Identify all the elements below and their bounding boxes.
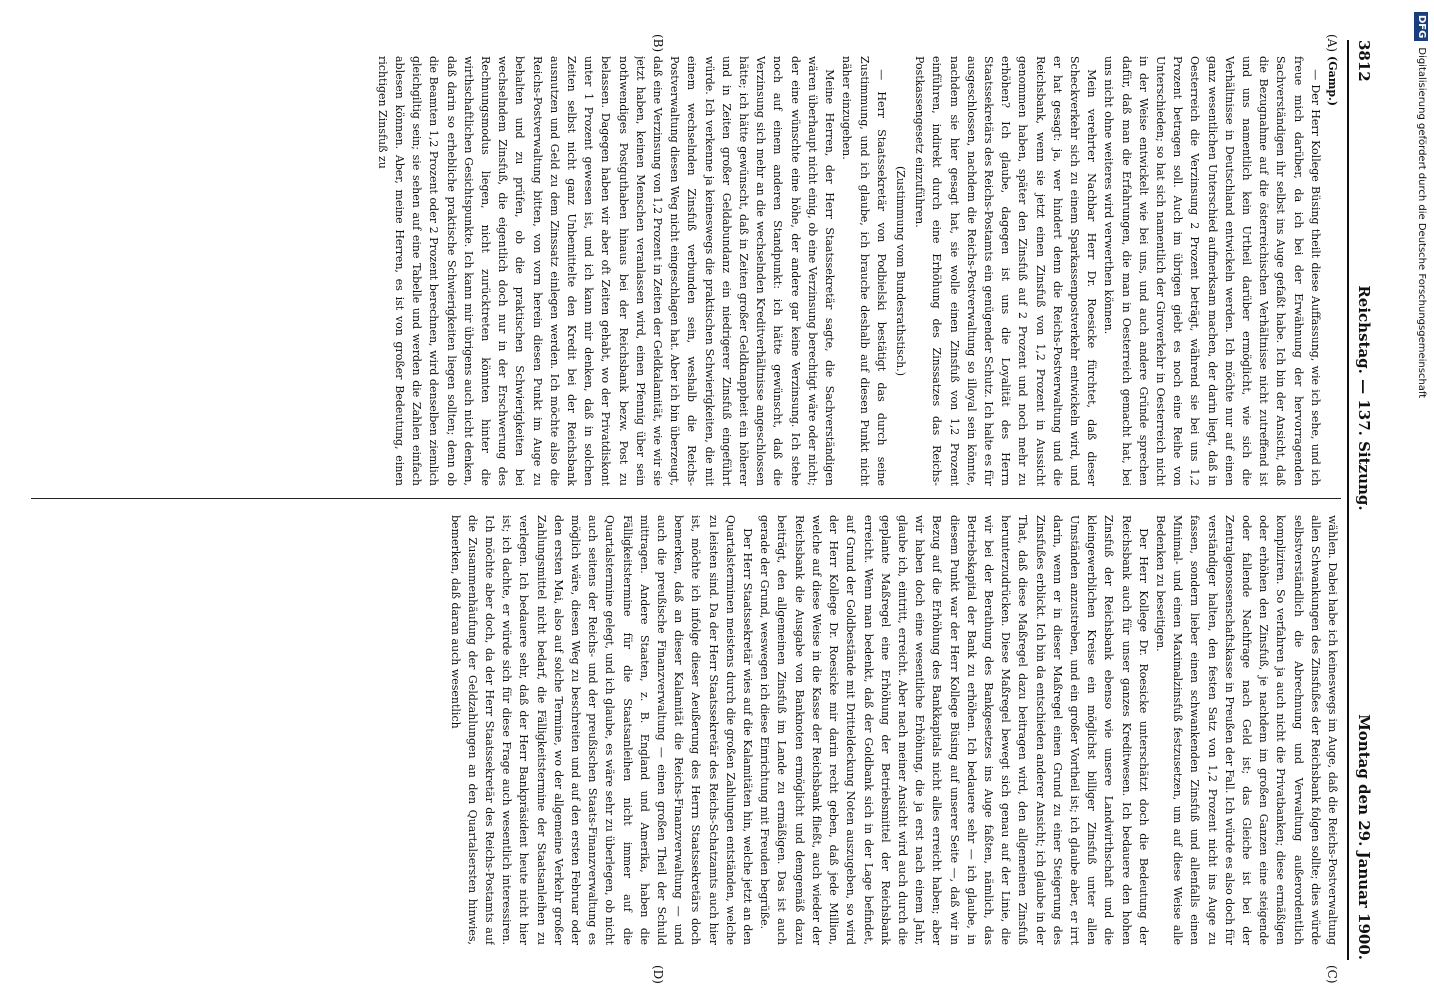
margin-letter-d: (D) (651, 965, 665, 984)
paragraph: Mein verehrter Nachbar Herr Dr. Roesicke fürchtet, daß dieser Scheckverkehr sich zu einem Sparkassenpostverkehr entwickeln wird, und er hat gesagt: ja, wer hindert denn die Reichs-Postverwaltung und die Reichsbank, wenn sie jetzt einen Zinsfuß von 1,2 Prozent in Aussicht genommen haben, später den Zinsfuß auf 2 Prozent und noch mehr zu erhöhen? Ich glaube, dagegen ist uns die Loyalität des Herrn Staatssekretärs des Reichs-Postamts ein genügender Schutz. Ich halte es für ausgeschlossen, nachdem die Reichs-Postverwaltung so illoyal sein könnte, nachdem sie hier gesagt hat, sie wolle einen Zinsfuß von 1,2 Prozent einführen, indirekt durch eine Erhöhung des Zinssatzes das Reichs-Postkassengesetz einzuführen. (913, 56, 1099, 486)
paragraph: Der Herr Staatssekretär wies auf die Kalamitäten hin, welche jetzt an den Quartalsterminen meistens durch die großen Zahlungen entständen, welche zu leisten sind. Da der Herr Staatssekretär des Reichs-Schatzamts auch hier ist, möchte ich infolge dieser Aeußerung des Herrn Staatssekretärs doch bemerken, daß an dieser Kalamität die Reichs-Finanzverwaltung — und auch die preußische Finanzverwaltung — einen großen Theil der Schuld mittragen. Andere Staaten, z. B. England und Amerika, haben die Fälligkeitstermine für die Staatsanleihen nicht immer auf die Quartalstermine gelegt, und ich glaube, es wäre sehr zu überlegen, ob nicht auch seitens der Reichs- und der preußischen Staats-Finanzverwaltung es möglich wäre, diesen Weg zu beschreiten und auf den ersten Februar oder den ersten Mai, also auf solche Termine, wo der allgemeine Verkehr großer Zahlungsmittel nicht bedarf, die Fälligkeitstermine der Staatsanleihen zu verlegen. Ich bedauere sehr, daß der Herr Bankpräsident heute nicht hier ist; ich dachte, er würde sich für diese Frage auch wesentlich interessiren. Ich möchte aber doch, da der Herr Staatssekretär des Reichs-Postamts auf die Zusammenhäufung der Geldzahlungen an den Quartalsersten hinwies, bemerken, daß daran auch wesentlich (448, 515, 755, 945)
session-title: Reichstag. — 137. Sitzung. (1355, 285, 1373, 511)
speaker-tag: (Gamp.) (1326, 56, 1339, 107)
paragraph: — Der Herr Kollege Büsing theilt diese Auffassung, wie ich sehe, und ich freue mich darüber, da ich bei der Erwähnung der hervorragenden Sachverständigen ihr selbst ins Auge gefaßt habe. Ich bin der Ansicht, daß die Bezugnahme auf die österreichischen Verhältnisse nicht zutreffend ist und uns namentlich kein Urtheil darüber ermöglicht, wie sich die Verhältnisse in Deutschland entwickeln werden. Ich möchte nur auf einen ganz wesentlichen Unterschied aufmerksam machen, der darin liegt, daß in Oesterreich die Verzinsung 2 Prozent beträgt, während sie bei uns 1,2 Prozent betragen soll. Auch im übrigen giebt es noch eine Reihe von Unterschieden; so hat sich namentlich der Giroverkehr in Oesterreich nicht in der Weise entwickelt wie bei uns, und auch andere Gründe sprechen dafür, daß man die Erfahrungen, die man in Oesterreich gemacht hat, bei uns nicht ohne weiteres wird verwerthen können. (1102, 56, 1322, 486)
paragraph: — Herr Staatssekretär von Podbielski bestätigt das durch seine Zustimmung, und ich glaube, ich brauche deshalb auf diesen Punkt nicht näher einzugehen. (840, 56, 888, 486)
margin-letter-a: (A) (1325, 34, 1339, 53)
margin-letter-b: (B) (651, 34, 665, 53)
paragraph: Meine Herren, der Herr Staatssekretär sagte, die Sachverständigen wären überhaupt nicht einig, ob eine Verzinsung berechtigt wäre oder nicht; der eine wünschte eine höhe, der andere gar keine Verzinsung. Ich stehe noch auf einem anderen Standpunkt: ich hätte gewünscht, daß die Verzinsung sich mehr an die wechselnden Kreditverhältnisse angeschlossen hätte; ich hätte gewünscht, daß in Zeiten großer Geldknappheit ein höherer und in Zeiten großer Geldabundanz ein niedrigerer Zinsfuß eingeführt würde. Ich verkenne ja keineswegs die praktischen Schwierigkeiten, die mit einem wechselnden Zinsfuß verbunden sein, weshalb die Reichs-Postverwaltung diesen Weg nicht eingeschlagen hat. Aber ich bin überzeugt, daß eine Verzinsung von 1,2 Prozent in Zeiten der Geldkalamität, wie wir sie jetzt haben, keinen Menschen veranlassen wird, einen Pfennig über sein nothwendiges Postguthaben hinaus bei der Reichsbank bezw. Post zu belassen. Dagegen haben wir aber oft Zeiten gehabt, wo der Privatdiskont unter 1 Prozent gewesen ist, und ich kann mir denken, daß in solchen Zeiten selbst nicht ganz Unbemittelte den Kredit bei der Reichsbank ausnutzen und Geld zu dem Zinssatz einlegen werden. Ich möchte also die Reichs-Postverwaltung bitten, von vorn herein diesen Punkt im Auge zu behalten und zu prüfen, ob die praktischen Schwierigkeiten bei wechselndem Zinsfuß, die eigentlich doch nur in der Erschwerung des Rechnungsmodus liegen, nicht zurücktreten könnten hinter die wirthschaftlichen Gesichtspunkte. Ich kann mir übrigens auch nicht denken, daß darin so erhebliche praktische Schwierigkeiten liegen sollten; denn ob die Beamten 1,2 Prozent oder 2 Prozent berechnen, wird denselben ziemlich gleichgiltig sein; sie sehen auf eine Tabelle und werden die Zahlen einfach ablesen können. Aber, meine Herren, es ist von großer Bedeutung, einen richtigen Zinsfuß zu (375, 56, 837, 486)
header-rule (1347, 40, 1349, 960)
dfg-logo: DFG (1414, 12, 1428, 41)
session-date: Montag den 29. Januar 1900. (1355, 714, 1373, 960)
page-header (1351, 40, 1377, 960)
interjection-note: (Zustimmung vom Bundesrathstisch.) (893, 166, 907, 376)
margin-letter-c: (C) (1325, 965, 1339, 984)
left-column (21, 56, 1341, 486)
paragraph: wählen. Dabei habe ich keineswegs im Auge, daß die Reichs-Postverwaltung allen Schwankungen des Zinsfußes der Reichsbank folgen sollte; dies würde selbstverständlich die Abrechnung und Verwaltung außerordentlich kompliziren. So verfahren ja auch nicht die Privatbanken; diese ermäßigen oder erhöhen den Zinsfuß, je nachdem im großen Ganzen eine steigende oder fallende Nachfrage nach Geld ist; das Gleiche ist bei der Zentralgenossenschaftskasse in Preußen der Fall. Ich würde es also doch für verständiger halten, den festen Satz von 1,2 Prozent nicht ins Auge zu fassen, sondern lieber einen schwankenden Zinsfuß und allenfalls einen Minimal- und einen Maximalzinsfuß festzusetzen, um auf diese Weise alle Bedenken zu beseitigen. (1153, 515, 1339, 945)
column-divider (31, 498, 1341, 499)
rotated-page (0, 20, 1385, 984)
digitization-credit (1411, 12, 1431, 992)
paragraph: Der Herr Kollege Dr. Roesicke unterschätzt doch die Bedeutung der Reichsbank auch für unser ganzes Kreditwesen. Ich bedauere den hohen Zinsfuß der Reichsbank ebenso wie unsere Landwirthschaft und die kleingewerblichen Kreise ein möglichst billiger Zinsfuß unter allen Umständen anzustreben, und ein großer Vortheil ist; ich glaube aber, er irrt darin, wenn er in dieser Maßregel einen Grund zu einer Steigerung des Zinsfußes erblickt. Ich bin da entschieden anderer Ansicht; ich glaube in der That, daß diese Maßregel dazu beitragen wird, den allgemeinen Zinsfuß herunterzudrücken. Diese Maßregel bewegt sich genau auf der Linie, die wir bei der Berathung des Bankgesetzes ins Auge faßten, nämlich, das Betriebskapital der Bank zu erhöhen. Ich bedauere sehr — ich glaube, in diesem Punkt war der Herr Kollege Büsing auf unserer Seite —, daß wir in Bezug auf die Erhöhung des Bankkapitals nicht alles erreicht haben; aber wir haben doch eine wesentliche Erhöhung, die ja erst nach einem Jahr, glaube ich, eintritt, erreicht. Aber nach meiner Ansicht wird auch durch die geplante Maßregel eine Erhöhung der Betriebsmittel der Reichsbank erreicht. Wenn man bedenkt, daß der Goldbank sich in der Lage befindet, auf Grund der Goldbestände mit Dritteldeckung Noten auszugeben, so wird der Herr Kollege Dr. Roesicke mir darin recht geben, daß jede Million, welche auf diese Weise in die Kasse der Reichsbank fließt, auch wieder der Reichsbank die Ausgabe von Banknoten ermöglicht und demgemäß dazu beiträgt, den allgemeinen Zinsfuß im Lande zu ermäßigen. Das ist auch gerade der Grund, weswegen ich diese Einrichtung mit Freuden begrüße. (758, 515, 1150, 945)
credit-text: Digitalisierung gefördert durch die Deutsche Forschungsgemeinschaft (1416, 47, 1427, 399)
page-number: 3812 (1355, 40, 1373, 82)
right-column (21, 515, 1341, 945)
